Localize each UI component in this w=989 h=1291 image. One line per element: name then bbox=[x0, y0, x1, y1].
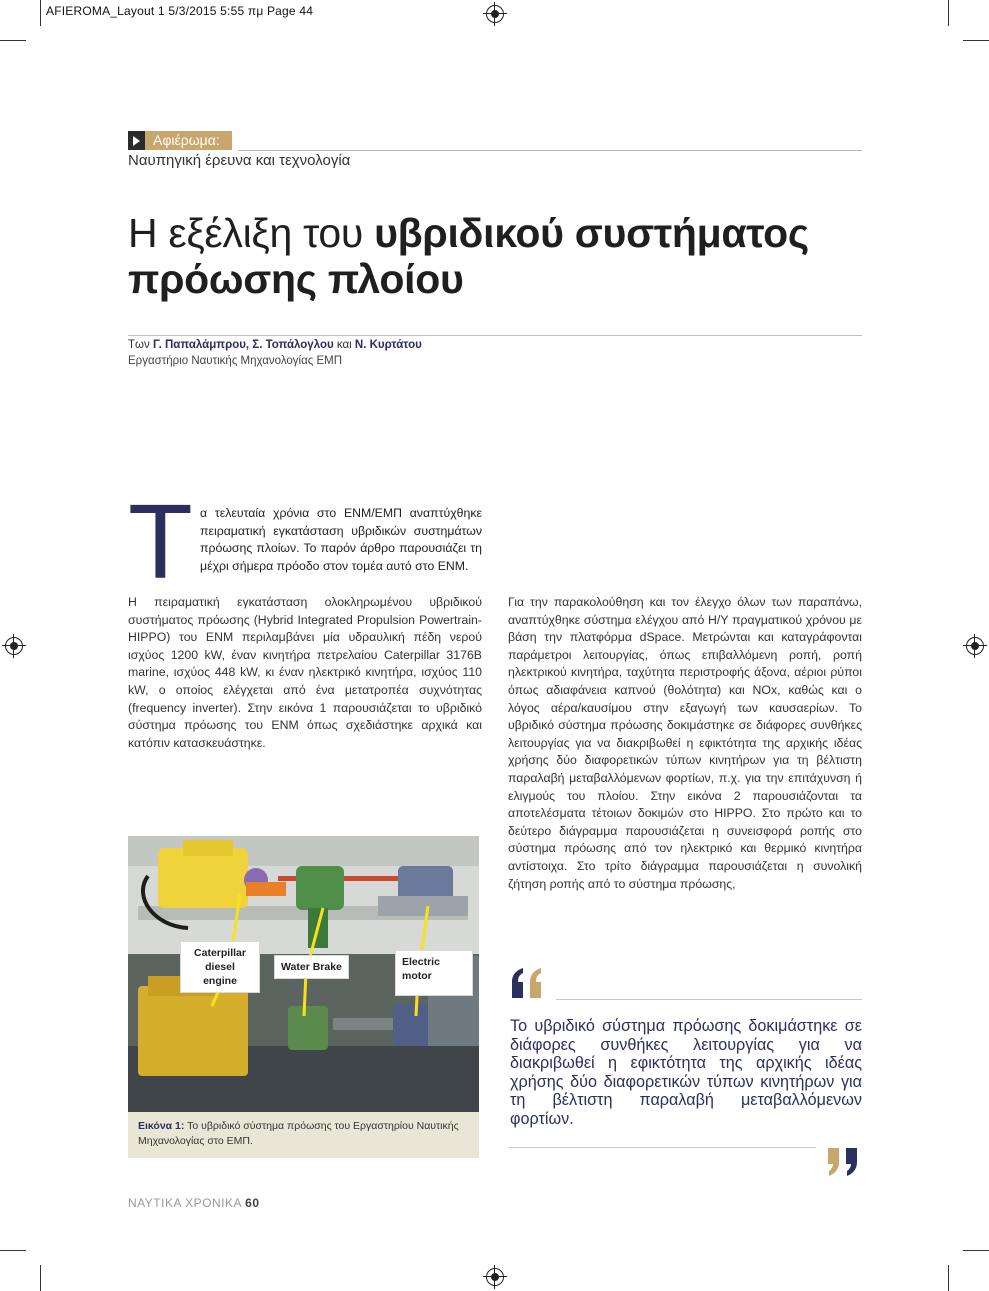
label-diesel-line1: Caterpillar bbox=[194, 947, 246, 959]
crop-mark bbox=[40, 0, 41, 26]
label-motor-line2: motor bbox=[402, 970, 432, 982]
registration-mark-icon bbox=[5, 637, 23, 655]
crop-mark bbox=[963, 1250, 989, 1251]
label-motor-line1: Electric bbox=[402, 956, 440, 968]
body-paragraph-right: Για την παρακολούθηση και τον έλεγχο όλων των παραπάνω, αναπτύχθηκε σύστημα ελέγχου από Η/Υ πραγματικού χρόνου με βάση την πλατφόρμα dSpace. Μετρώνται και καταγράφονται παράμετροι λειτουργίας, όπως επιβαλλόμενη ροπή, ροπή ηλεκτρικού κινητήρα, ταχύτητα περιστροφής άξονα, αέριοι ρύποι όπως αδιαφάνεια καπνού (θολότητα) και NOx, καθώς και ο λόγος αέρα/καυσίμου στην εξαγωγή των καυσαερίων. Το υβριδικό σύστημα πρόωσης δοκιμάστηκε σε διάφορες συνθήκες λειτουργίας για να διακριβωθεί η εφικτότητα της αρχικής ιδέας χρήσης δύο διαφορετικών τύπων κινητήρων για τη βέλτιστη παραλαβή μεταβαλλόμενων φορτίων, π.χ. για την επιτάχυνση ή ελιγμούς του πλοίου. Στην εικόνα 2 παρουσιάζονται τα αποτελέσματα τέτοιων δοκιμών στο HIPPO. Στο πρώτο και το δεύτερο διάγραμμα παρουσιάζεται η συνεισφορά ροπής στο σύστημα πρόωσης από τον ηλεκτρικό και θερμικό κινητήρα αντίστοιχα. Στο τρίτο διάγραμμα παρουσιάζεται η συνολική ζήτηση ροπής από το σύστημα πρόωσης, bbox=[508, 595, 862, 891]
lead-paragraph: α τελευταία χρόνια στο ΕΝΜ/ΕΜΠ αναπτύχθηκε πειραματική εγκατάσταση υβριδικών συστημάτων πρόωσης πλοίων. Το παρόν άρθρο παρουσιάζει τη μέχρι σήμερα πρόοδο στον τομέα αυτό στο ΕΝΜ. bbox=[200, 506, 482, 573]
play-arrow-icon bbox=[128, 131, 145, 150]
byline-authors: Γ. Παπαλάμπρου, Σ. Τοπάλογλου bbox=[152, 339, 334, 351]
title-part-bold-2: πρόωσης πλοίου bbox=[128, 256, 464, 302]
quote-rule-top bbox=[556, 999, 862, 1000]
print-slug: AFIEROMA_Layout 1 5/3/2015 5:55 πμ Page 44 bbox=[46, 4, 314, 18]
page-footer bbox=[128, 1196, 260, 1210]
quote-rule-bottom bbox=[508, 1147, 816, 1148]
figure-caption bbox=[138, 1119, 468, 1149]
title-rule bbox=[128, 335, 862, 336]
caption-text: Το υβριδικό σύστημα πρόωσης του Εργαστηρίου Ναυτικής Μηχανολογίας στο ΕΜΠ. bbox=[138, 1120, 459, 1147]
drop-cap: Τ bbox=[128, 483, 193, 601]
body-paragraph-left: Η πειραματική εγκατάσταση ολοκληρωμένου υβριδικού συστήματος πρόωσης (Hybrid Integrated Propulsion Powertrain-HIPPO) του ΕΝΜ περιλαμβάνει μία υδραυλική πέδη νερού ισχύος 1200 kW, έναν κινητήρα πετρελαίου Caterpillar 3176B marine, ισχύος 448 kW, κι έναν ηλεκτρικό κινητήρα, ισχύος 110 kW, ο οποίος ελέγχεται από ένα μετατροπέα συχνότητας (frequency inverter). Στην εικόνα 1 παρουσιάζεται το υβριδικό σύστημα πρόωσης του ΕΝΜ όπως σχεδιάστηκε αρχικά και κατόπιν κατασκευάστηκε. bbox=[128, 595, 482, 750]
byline-author-last: Ν. Κυρτάτου bbox=[354, 339, 422, 351]
open-quote-icon bbox=[508, 968, 548, 1000]
crop-mark bbox=[40, 1265, 41, 1291]
registration-mark-icon bbox=[486, 1268, 504, 1286]
title-part-light: Η εξέλιξη του bbox=[128, 210, 375, 256]
byline bbox=[128, 339, 422, 351]
page-number: 60 bbox=[245, 1196, 260, 1210]
crop-mark bbox=[963, 40, 989, 41]
label-diesel-line2: diesel engine bbox=[203, 961, 237, 987]
article-title bbox=[128, 210, 809, 302]
crop-mark bbox=[948, 0, 949, 26]
byline-prefix: Των bbox=[128, 339, 153, 351]
section-subtitle: Ναυπηγική έρευνα και τεχνολογία bbox=[128, 152, 351, 169]
affiliation: Εργαστήριο Ναυτικής Μηχανολογίας ΕΜΠ bbox=[128, 355, 343, 367]
crop-mark bbox=[0, 1250, 26, 1251]
caption-label: Εικόνα 1: bbox=[138, 1120, 185, 1132]
figure-photo bbox=[128, 836, 479, 1112]
title-part-bold: υβριδικού συστήματος bbox=[374, 210, 809, 256]
figure-1 bbox=[128, 836, 479, 1158]
section-tag bbox=[128, 131, 232, 150]
footer-magazine: ΝΑΥΤΙΚΑ ΧΡΟΝΙΚΑ bbox=[128, 1196, 246, 1210]
crop-mark bbox=[948, 1265, 949, 1291]
section-rule bbox=[238, 150, 862, 151]
label-electric-motor bbox=[395, 950, 473, 996]
label-diesel-engine bbox=[180, 941, 260, 993]
section-label: Αφιέρωμα: bbox=[145, 131, 232, 150]
pull-quote: Το υβριδικό σύστημα πρόωσης δοκιμάστηκε σε διάφορες συνθήκες λειτουργίας για να διακριβωθεί η εφικτότητα της αρχικής ιδέας χρήσης δύο διαφορετικών τύπων κινητήρων για τη βέλτιστη παραλαβή μεταβαλλόμενων φορτίων. bbox=[510, 1017, 862, 1128]
registration-mark-icon bbox=[966, 637, 984, 655]
label-water-brake: Water Brake bbox=[274, 955, 349, 979]
registration-mark-icon bbox=[486, 5, 504, 23]
crop-mark bbox=[0, 40, 26, 41]
close-quote-icon bbox=[826, 1146, 864, 1178]
byline-and: και bbox=[333, 339, 355, 351]
